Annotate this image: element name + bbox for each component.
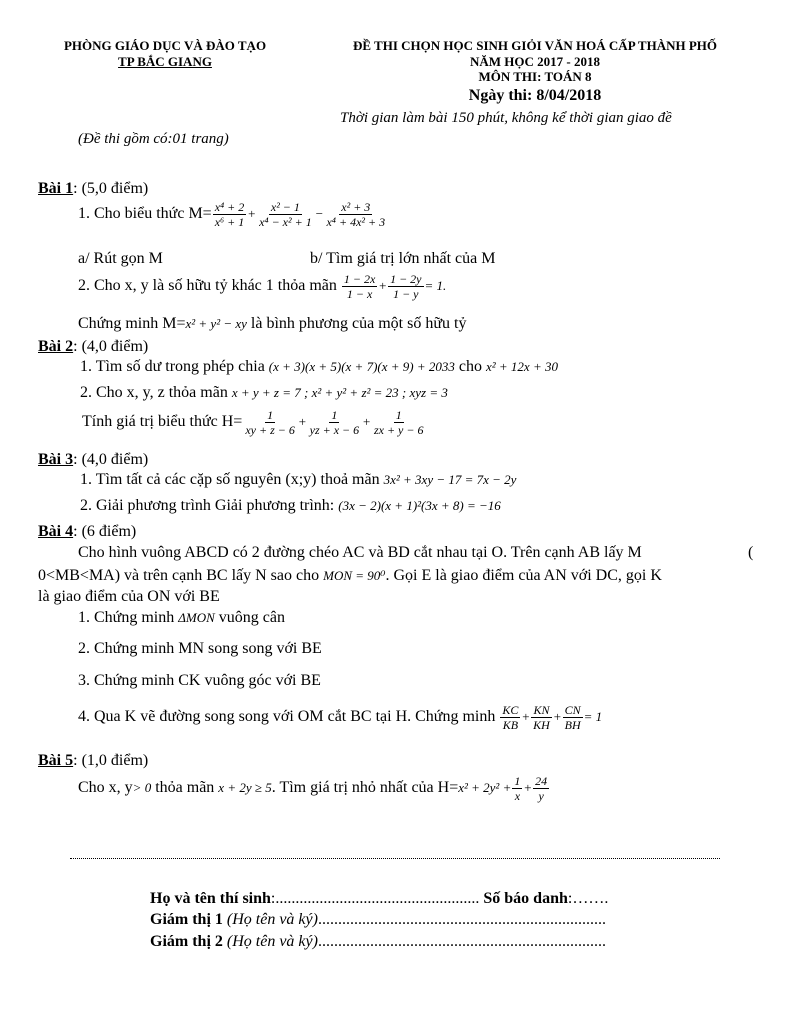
bai1-condition-fraction-1: $\frac{1 - 2x}{1 - x}$ [343, 272, 376, 301]
bai2-q1: 1. Tìm số dư trong phép chia (x + 3)(x + 5)(x + 7)(x + 9) + 2033 cho x² + 12x + 30 [80, 358, 558, 375]
bai1-qa: a/ Rút gọn M [78, 250, 163, 267]
bai5-question: Cho x, y> 0 thỏa mãn x + 2y ≥ 5. Tìm giá trị nhỏ nhất của H=x² + 2y² + $\frac{1}{x}$ + $\frac{24}{y}$ [78, 774, 548, 803]
exam-title: ĐỀ THI CHỌN HỌC SINH GIỎI VĂN HOÁ CẤP THÀNH PHỐ [352, 38, 718, 53]
bai3-q2: 2. Giải phương trình Giải phương trình: (3x − 2)(x + 1)²(3x + 8) = −16 [80, 497, 501, 514]
bai2-fraction-3: $\frac{1}{zx + y - 6}$ [373, 408, 424, 437]
bai4-q1: 1. Chứng minh ΔMON vuông cân [78, 609, 285, 626]
bai4-q2: 2. Chứng minh MN song song với BE [78, 640, 322, 657]
bai3-q1: 1. Tìm tất cả các cặp số nguyên (x;y) thoả mãn 3x² + 3xy − 17 = 7x − 2y [80, 471, 517, 488]
bai1-proof: Chứng minh M=x² + y² − xy là bình phương của một số hữu tỷ [78, 315, 467, 332]
angle-mon: MON = 90⁰ [323, 568, 386, 583]
bai4-line1-paren: ( [748, 544, 754, 561]
bai4-line2: 0<MB<MA) và trên cạnh BC lấy N sao cho MON = 90⁰. Gọi E là giao điểm của AN với DC, gọi K [38, 567, 662, 584]
bai1-q1: 1. Cho biểu thức M= $\frac{\text{x⁴ + 2}}{\text{x⁶ + 1}}$ + $\frac{\text{x² − 1}}{\text{x⁴ − x² + 1}}$ − $\frac{\text{x² + 3}}{\text{x⁴ + 4x² + 3}}$ [78, 200, 386, 229]
school-year: NĂM HỌC 2017 - 2018 [470, 54, 600, 69]
candidate-name-line: Họ và tên thí sinh:................................................... Số báo danh:……. [150, 890, 609, 907]
bai3-heading: Bài 3: (4,0 điểm) [38, 451, 149, 468]
bai2-q2: 2. Cho x, y, z thỏa mãn x + y + z = 7 ; x² + y² + z² = 23 ; xyz = 3 [80, 384, 448, 401]
exam-date: Ngày thi: 8/04/2018 [468, 87, 602, 104]
bai1-fraction-3: $\frac{\text{x² + 3}}{\text{x⁴ + 4x² + 3}}$ [326, 200, 386, 229]
department-name: PHÒNG GIÁO DỤC VÀ ĐÀO TẠO [63, 38, 267, 53]
bai1-fraction-2: $\frac{\text{x² − 1}}{\text{x⁴ − x² + 1}}$ [259, 200, 312, 229]
bai1-fraction-1: $\frac{\text{x⁴ + 2}}{\text{x⁶ + 1}}$ [214, 200, 245, 229]
bai4-line1: Cho hình vuông ABCD có 2 đường chéo AC và BD cắt nhau tại O. Trên cạnh AB lấy M [78, 544, 642, 561]
proctor-2-line: Giám thị 2 (Họ tên và ký)........................................................................ [150, 933, 606, 950]
bai4-q3: 3. Chứng minh CK vuông góc với BE [78, 672, 321, 689]
separator-dotted-line [70, 858, 720, 859]
bai5-heading: Bài 5: (1,0 điểm) [38, 752, 149, 769]
bai2-heading: Bài 2: (4,0 điểm) [38, 338, 149, 355]
bai5-fraction-1: $\frac{1}{x}$ [514, 774, 521, 803]
bai2-q3: Tính giá trị biểu thức H= $\frac{1}{xy + z - 6}$ + $\frac{1}{yz + x - 6}$ + $\frac{1}{zx + y - 6}$ [82, 408, 424, 437]
exam-duration: Thời gian làm bài 150 phút, không kể thời gian giao đề [340, 110, 672, 126]
bai1-heading: Bài 1: (5,0 điểm) [38, 180, 149, 197]
bai5-fraction-2: $\frac{24}{y}$ [535, 774, 548, 803]
bai4-fraction-3: $\frac{CN}{BH}$ [564, 703, 581, 732]
bai4-line3: là giao điểm của ON với BE [38, 588, 220, 605]
bai4-q4: 4. Qua K vẽ đường song song với OM cắt BC tại H. Chứng minh $\frac{KC}{KB}$ + $\frac{KN}{KH}$ + $\frac{CN}{BH}$ = 1 [78, 703, 603, 732]
bai1-q2: 2. Cho x, y là số hữu tỷ khác 1 thỏa mãn $\frac{1 - 2x}{1 - x}$ + $\frac{1 - 2y}{1 - y}$ = 1. [78, 272, 447, 301]
proctor-1-line: Giám thị 1 (Họ tên và ký)........................................................................ [150, 911, 606, 928]
bai4-fraction-2: $\frac{KN}{KH}$ [533, 703, 550, 732]
bai1-condition-fraction-2: $\frac{1 - 2y}{1 - y}$ [390, 272, 422, 301]
bai2-fraction-2: $\frac{1}{yz + x - 6}$ [309, 408, 360, 437]
bai4-heading: Bài 4: (6 điểm) [38, 523, 137, 540]
bai2-fraction-1: $\frac{1}{xy + z - 6}$ [245, 408, 295, 437]
subject: MÔN THI: TOÁN 8 [478, 69, 592, 84]
pages-note: (Đề thi gồm có:01 trang) [78, 131, 229, 147]
bai4-fraction-1: $\frac{KC}{KB}$ [502, 703, 519, 732]
bai1-qb: b/ Tìm giá trị lớn nhất của M [310, 250, 496, 267]
department-city: TP BẮC GIANG [118, 54, 212, 69]
